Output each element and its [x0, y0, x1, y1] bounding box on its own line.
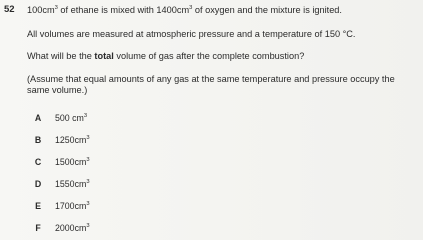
oxygen-unit: cm [176, 5, 190, 15]
question-text-after-bold: volume of gas after the complete combustion? [113, 51, 305, 61]
option-value: $2000cm^3$ [55, 223, 90, 233]
ethane-unit: cm [42, 5, 55, 15]
option-value: 500 $cm^3$ [55, 113, 88, 123]
option-value: $1700cm^3$ [55, 201, 90, 211]
ethane-unit-exponent: 3 [54, 5, 58, 11]
option-value: $1550cm^3$ [55, 179, 90, 189]
ethane-volume: 100 [27, 5, 43, 15]
option-letter: C [34, 157, 42, 167]
option-value: $1500cm^3$ [55, 157, 90, 167]
question-text-part2: of oxygen and the mixture is ignited. [192, 5, 342, 15]
oxygen-unit-exponent: 3 [189, 5, 193, 11]
bold-keyword: total [94, 51, 114, 61]
question-line-3 [27, 51, 304, 62]
question-line-1 [27, 5, 342, 16]
oxygen-volume: 1400 [156, 5, 177, 15]
question-text-part1: of ethane is mixed with [57, 5, 157, 15]
option-letter: B [34, 135, 42, 145]
question-line-2: All volumes are measured at atmospheric pressure and a temperature of 150 °C. [27, 29, 356, 39]
question-number: 52 [4, 4, 15, 15]
option-value: $1250cm^3$ [55, 135, 90, 145]
question-assumption-note: (Assume that equal amounts of any gas at the same temperature and pressure occupy the same volume.) [27, 74, 395, 95]
option-letter: D [34, 179, 42, 189]
option-letter: E [35, 201, 41, 211]
option-letter: A [34, 113, 42, 123]
question-text-before-bold: What will be the [27, 51, 95, 61]
option-letter: F [35, 223, 41, 233]
